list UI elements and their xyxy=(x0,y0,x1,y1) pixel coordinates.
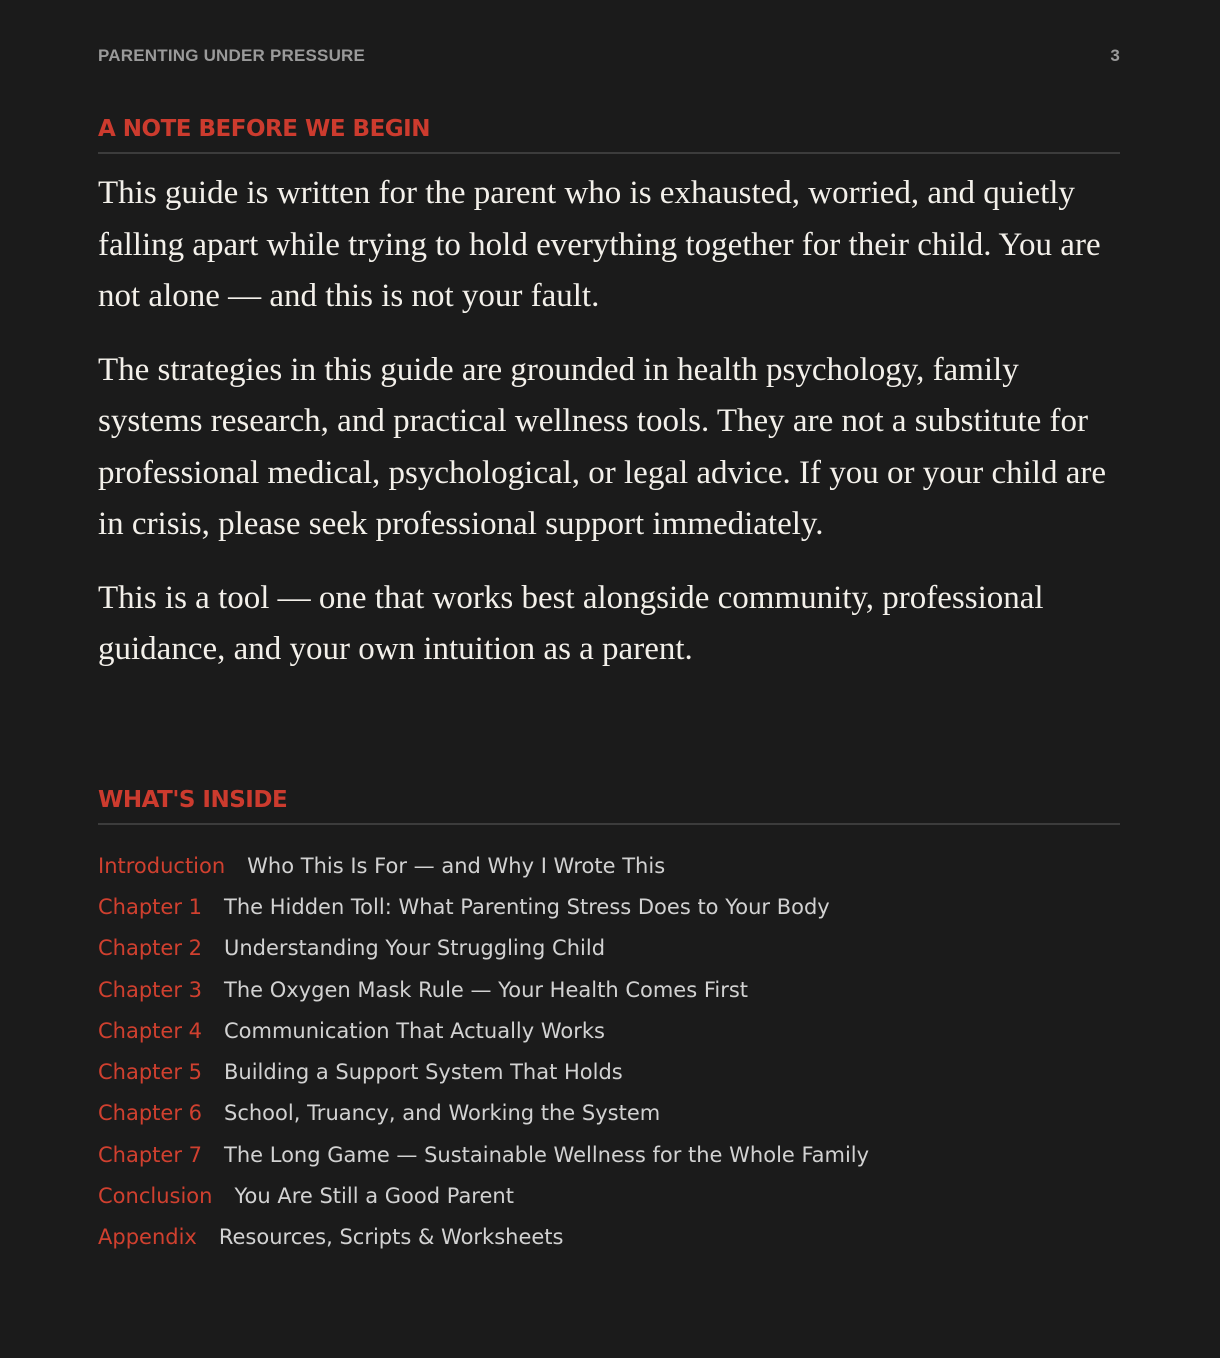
toc-entry-chapter-6 xyxy=(98,1093,1120,1134)
toc-label: Chapter 3 xyxy=(98,977,202,1002)
toc-title: Resources, Scripts & Worksheets xyxy=(218,1225,564,1250)
toc-title: Communication That Actually Works xyxy=(224,1018,605,1043)
toc-title: Understanding Your Struggling Child xyxy=(224,936,606,961)
toc-title: The Long Game — Sustainable Wellness for the Whole Family xyxy=(224,1142,870,1167)
toc-label: Chapter 1 xyxy=(98,894,202,919)
toc-entry-conclusion xyxy=(98,1175,1120,1216)
toc-entry-appendix xyxy=(98,1217,1120,1258)
toc-entry-chapter-4 xyxy=(98,1010,1120,1051)
note-paragraph: This guide is written for the parent who is exhausted, worried, and quietly falling apart while trying to hold everything together for their child. You are not alone — and this is not your fault. xyxy=(98,175,1101,314)
toc-entry-chapter-7 xyxy=(98,1134,1120,1175)
toc-entry-chapter-3 xyxy=(98,969,1120,1010)
page-number: 3 xyxy=(1110,46,1120,65)
toc-title: The Oxygen Mask Rule — Your Health Comes First xyxy=(224,977,749,1002)
toc-label: Chapter 7 xyxy=(98,1142,202,1167)
toc-entry-introduction xyxy=(98,845,1120,886)
toc-label: Chapter 6 xyxy=(98,1101,202,1126)
toc-title: Who This Is For — and Why I Wrote This xyxy=(247,853,666,878)
toc-title: School, Truancy, and Working the System xyxy=(224,1101,661,1126)
toc-entry-chapter-5 xyxy=(98,1051,1120,1092)
toc-label: Conclusion xyxy=(98,1184,213,1209)
toc-label: Chapter 2 xyxy=(98,936,202,961)
contents-heading: WHAT'S INSIDE xyxy=(98,787,1120,825)
running-header xyxy=(98,46,1120,66)
note-paragraph: This is a tool — one that works best alongside community, professional guidance, and your own intuition as a parent. xyxy=(98,579,1044,667)
toc-title: Building a Support System That Holds xyxy=(224,1060,623,1085)
toc-title: You Are Still a Good Parent xyxy=(234,1184,514,1209)
toc-label: Appendix xyxy=(98,1225,197,1250)
note-heading: A NOTE BEFORE WE BEGIN xyxy=(98,116,1120,154)
table-of-contents xyxy=(98,845,1120,1258)
toc-label: Chapter 4 xyxy=(98,1018,202,1043)
toc-label: Introduction xyxy=(98,853,226,878)
toc-entry-chapter-2 xyxy=(98,928,1120,969)
toc-title: The Hidden Toll: What Parenting Stress Does to Your Body xyxy=(224,894,830,919)
note-body xyxy=(98,168,1120,698)
book-title: PARENTING UNDER PRESSURE xyxy=(98,46,366,65)
note-paragraph: The strategies in this guide are grounded in health psychology, family systems research, and practical wellness tools. They are not a substitute for professional medical, psychological, or legal advice. If you or your child are in crisis, please seek professional support immediately. xyxy=(98,351,1106,542)
toc-label: Chapter 5 xyxy=(98,1060,202,1085)
toc-entry-chapter-1 xyxy=(98,886,1120,927)
